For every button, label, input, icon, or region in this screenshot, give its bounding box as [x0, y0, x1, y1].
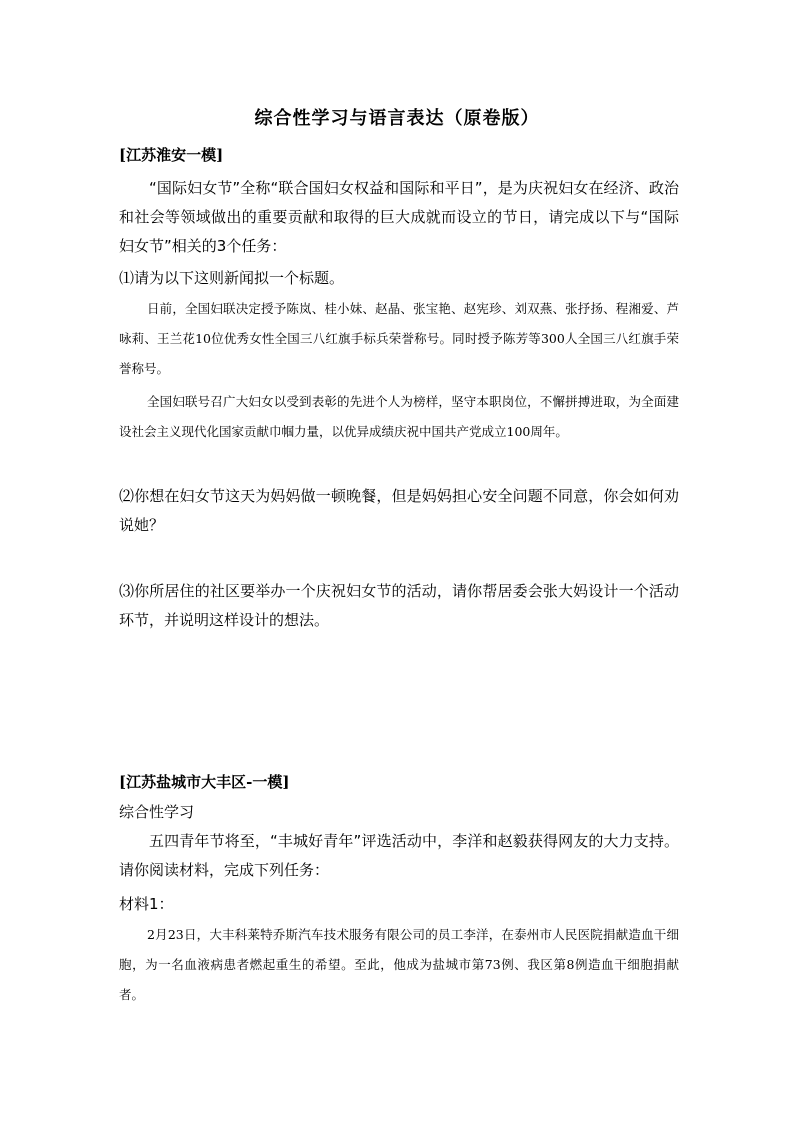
- section2-intro: 五四青年节将至，“丰城好青年”评选活动中，李洋和赵毅获得网友的大力支持。请你阅读材料，完成下列任务：: [119, 832, 679, 879]
- page-title: 综合性学习与语言表达（原卷版）: [254, 108, 540, 129]
- section1-intro: “国际妇女节”全称“联合国妇女权益和国际和平日”，是为庆祝妇女在经济、政治和社会等领域做出的重要贡献和取得的巨大成就而设立的节日，请完成以下与“国际妇女节”相关的3个任务：: [119, 179, 679, 255]
- material-1-paragraph: 2月23日，大丰科莱特乔斯汽车技术服务有限公司的员工李洋，在泰州市人民医院捐献造血干细胞，为一名血液病患者燃起重生的希望。至此，他成为盐城市第73例、我区第8例造血干细胞捐献者。: [119, 927, 679, 1002]
- news-paragraph-1: 日前，全国妇联决定授予陈岚、桂小妹、赵晶、张宝艳、赵宪珍、刘双燕、张抒扬、程湘爱、芦咏莉、王兰花10位优秀女性全国三八红旗手标兵荣誉称号。同时授予陈芳等300人全国三八红旗手荣誉称号。: [119, 301, 679, 376]
- question-2: ⑵你想在妇女节这天为妈妈做一顿晚餐，但是妈妈担心安全问题不同意，你会如何劝说她？: [119, 487, 679, 534]
- section-heading-yancheng: [江苏盐城市大丰区-一模]: [119, 773, 290, 791]
- section-heading-huaian: [江苏淮安一模]: [119, 146, 224, 164]
- section2-subtitle: 综合性学习: [119, 803, 195, 821]
- question-1: ⑴请为以下这则新闻拟一个标题。: [119, 269, 345, 287]
- material-label: 材料1：: [119, 895, 174, 913]
- question-3: ⑶你所居住的社区要举办一个庆祝妇女节的活动，请你帮居委会张大妈设计一个活动环节，并说明这样设计的想法。: [119, 582, 679, 629]
- news-paragraph-2: 全国妇联号召广大妇女以受到表彰的先进个人为榜样，坚守本职岗位，不懈拼搏进取，为全面建设社会主义现代化国家贡献巾帼力量，以优异成绩庆祝中国共产党成立100周年。: [119, 394, 679, 439]
